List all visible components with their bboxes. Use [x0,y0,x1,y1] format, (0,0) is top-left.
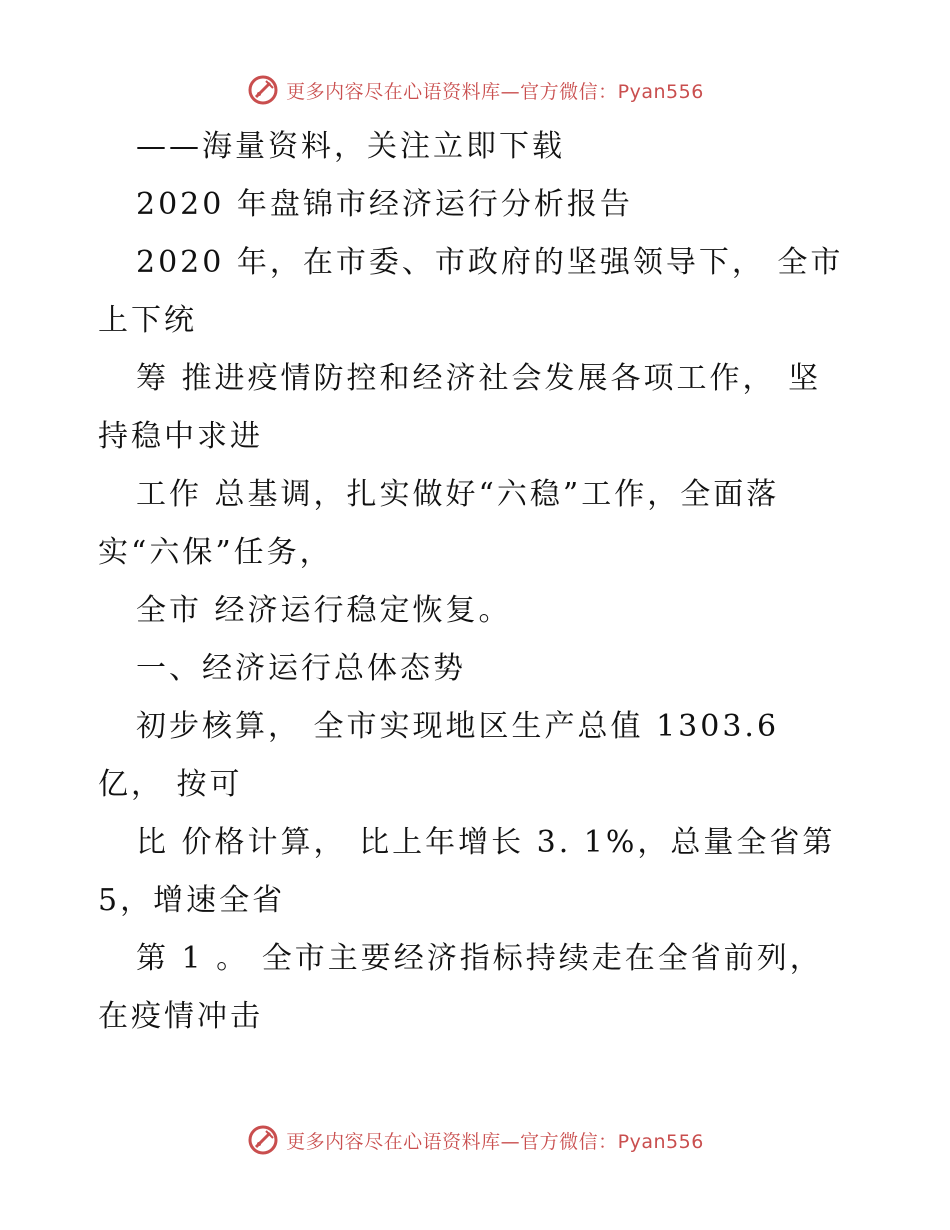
banner-text [286,77,704,104]
text-line: 实“六保”任务， [98,535,333,570]
header-banner [0,70,950,110]
wechat-id: Pyan556 [617,80,704,103]
text-line: ——海量资料，关注立即下载 [136,129,565,164]
banner-label: 更多内容尽在心语资料库—官方微信： [286,80,618,103]
document-body [98,118,858,1046]
pen-logo-icon [246,73,280,107]
document-title: 2020 年盘锦市经济运行分析报告 [136,187,633,222]
wechat-id: Pyan556 [617,1130,704,1153]
banner-text [286,1127,704,1154]
text-line: 工作 总基调，扎实做好“六稳”工作，全面落 [136,477,780,512]
text-line: 2020 年，在市委、市政府的坚强领导下， 全市 [136,245,844,280]
text-line: 持稳中求进 [98,419,263,454]
text-line: 在疫情冲击 [98,999,263,1034]
text-line: 5，增速全省 [98,883,286,918]
footer-banner [0,1120,950,1160]
text-line: 第 1 。 全市主要经济指标持续走在全省前列， [136,941,823,976]
text-line: 全市 经济运行稳定恢复。 [136,593,512,628]
pen-logo-icon [246,1123,280,1157]
banner-label: 更多内容尽在心语资料库—官方微信： [286,1130,618,1153]
text-line: 初步核算， 全市实现地区生产总值 1303.6 [136,709,780,744]
text-line: 亿， 按可 [98,767,243,802]
text-line: 筹 推进疫情防控和经济社会发展各项工作， 坚 [136,361,822,396]
section-heading: 一、经济运行总体态势 [136,651,466,686]
text-line: 上下统 [98,303,197,338]
text-line: 比 价格计算， 比上年增长 3. 1%，总量全省第 [136,825,836,860]
